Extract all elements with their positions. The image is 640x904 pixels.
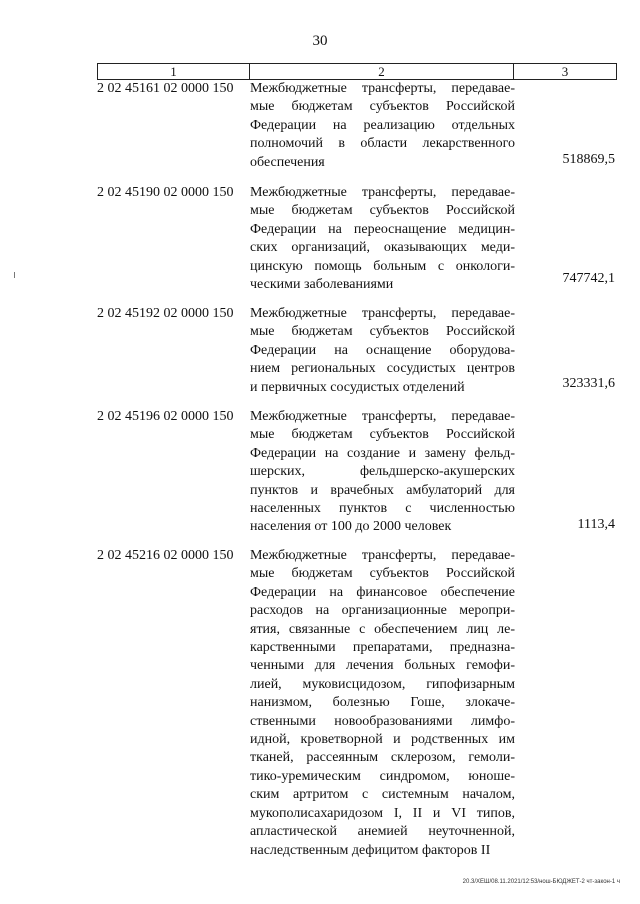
description-line: мые бюджетам субъектов Российской xyxy=(250,427,515,443)
description-line: нанизмом, болезнью Гоше, злокаче- xyxy=(250,695,515,711)
description-line: цинскую помощь больным с онкологи- xyxy=(250,258,515,274)
description-line: Межбюджетные трансферты, передавае- xyxy=(250,185,515,200)
row-description xyxy=(250,408,515,537)
row-description xyxy=(250,305,515,397)
budget-code: 2 02 45196 02 0000 150 xyxy=(97,409,234,424)
description-line: Федерации на создание и замену фельд- xyxy=(250,445,515,461)
description-line: ским артритом с системным началом, xyxy=(250,787,515,803)
description-line: лией, муковисцидозом, гипофизарным xyxy=(250,676,515,692)
header-col-3: 3 xyxy=(561,64,569,79)
budget-code: 2 02 45216 02 0000 150 xyxy=(97,548,234,563)
description-line: наследственным дефицитом факторов II xyxy=(250,842,491,858)
description-line: полномочий в области лекарственного xyxy=(250,136,515,152)
description-line: ятия, связанные с обеспечением лиц ле- xyxy=(250,621,515,637)
row-description xyxy=(250,547,515,860)
row-description xyxy=(250,80,515,172)
row-amount: 323331,6 xyxy=(562,376,615,391)
row-amount: 747742,1 xyxy=(562,271,615,286)
budget-code: 2 02 45192 02 0000 150 xyxy=(97,306,234,321)
description-line: и первичных сосудистых отделений xyxy=(250,379,465,395)
description-line: мые бюджетам субъектов Российской xyxy=(250,203,515,219)
description-line: тико-уремическим синдромом, юноше- xyxy=(250,768,515,784)
description-line: Межбюджетные трансферты, передавае- xyxy=(250,409,515,424)
description-line: идной, кроветворной и родственных им xyxy=(250,732,515,748)
description-line: обеспечения xyxy=(250,154,325,170)
page-number: 30 xyxy=(312,33,328,49)
description-line: Федерации на финансовое обеспечение xyxy=(250,584,515,600)
description-line: ских организаций, оказывающих меди- xyxy=(250,240,515,256)
description-line: Межбюджетные трансферты, передавае- xyxy=(250,81,515,96)
margin-mark xyxy=(14,272,15,278)
description-line: Федерации на оснащение оборудова- xyxy=(250,342,515,358)
row-amount: 518869,5 xyxy=(562,152,615,167)
description-line: шерских, фельдшерско-акушерских xyxy=(250,464,515,480)
description-line: мые бюджетам субъектов Российской xyxy=(250,324,515,340)
budget-code: 2 02 45161 02 0000 150 xyxy=(97,81,234,96)
description-line: ческими заболеваниями xyxy=(250,277,394,293)
description-line: тканей, рассеянным склерозом, гемоли- xyxy=(250,750,515,766)
description-line: Межбюджетные трансферты, передавае- xyxy=(250,548,515,563)
description-line: Федерации на переоснащение медицин- xyxy=(250,221,515,237)
description-line: мые бюджетам субъектов Российской xyxy=(250,99,515,115)
budget-code: 2 02 45190 02 0000 150 xyxy=(97,185,234,200)
footer-file-stamp: 20.3/ХЕШ/08.11.2021/12:53/нош-БЮДЖЕТ-2 чт-закон-1 ч xyxy=(462,879,620,885)
description-line: населения от 100 до 2000 человек xyxy=(250,519,452,535)
description-line: нием региональных сосудистых центров xyxy=(250,361,515,377)
row-description xyxy=(250,184,515,294)
description-line: апластической анемией неуточненной, xyxy=(250,824,515,840)
description-line: мые бюджетам субъектов Российской xyxy=(250,566,515,582)
description-line: мукополисахаридозом I, II и VI типов, xyxy=(250,805,515,821)
description-line: населенных пунктов с численностью xyxy=(250,501,515,517)
description-line: Федерации на реализацию отдельных xyxy=(250,117,515,133)
description-line: расходов на организационные меропри- xyxy=(250,603,515,619)
description-line: ственными новообразованиями лимфо- xyxy=(250,713,515,729)
row-amount: 1113,4 xyxy=(577,517,615,532)
description-line: Межбюджетные трансферты, передавае- xyxy=(250,306,515,321)
header-col-1: 1 xyxy=(98,64,250,79)
header-col-2: 2 xyxy=(250,64,514,79)
description-line: ченными для лечения больных гемофи- xyxy=(250,658,515,674)
table-header xyxy=(97,63,617,80)
description-line: карственными препаратами, предназна- xyxy=(250,640,515,656)
description-line: пунктов и врачебных амбулаторий для xyxy=(250,482,515,498)
